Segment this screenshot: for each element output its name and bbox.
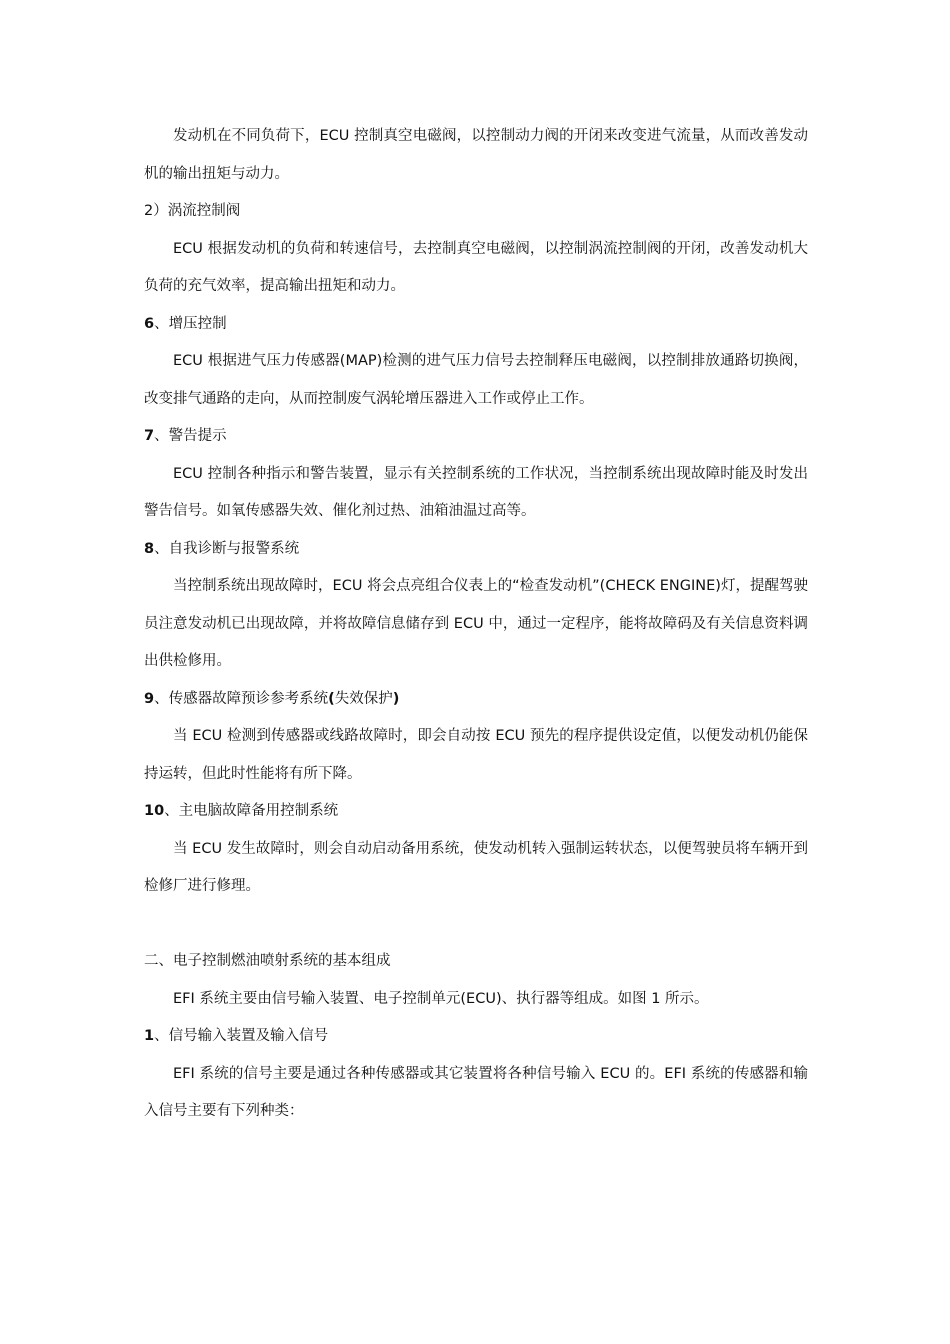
paragraph-fail-safe: 当 ECU 检测到传感器或线路故障时，即会自动按 ECU 预先的程序提供设定值，以便发动机仍能保持运转，但此时性能将有所下降。 [144,728,808,782]
heading-number: 10 [144,803,165,819]
paragraph-efi-composition: EFI 系统主要由信号输入装置、电子控制单元(ECU)、执行器等组成。如图 1 所示。 [173,990,709,1007]
paragraph-self-diagnosis: 当控制系统出现故障时，ECU 将会点亮组合仪表上的“检查发动机”(CHECK ENGINE)灯，提醒驾驶员注意发动机已出现故障，并将故障信息储存到 ECU 中，通过一定程序，能将故障码及有关信息资料调出供检修用。 [144,578,808,669]
heading-fail-safe [144,681,808,719]
heading-paren-open: ( [328,690,335,707]
paragraph-boost-control: ECU 根据进气压力传感器(MAP)检测的进气压力信号去控制释压电磁阀，以控制排放通路切换阀，改变排气通路的走向，从而控制废气涡轮增压器进入工作或停止工作。 [144,353,808,407]
heading-text: 、信号输入装置及输入信号 [154,1028,329,1044]
section-spacer [144,906,808,944]
heading-self-diagnosis [144,531,808,569]
heading-warning [144,418,808,456]
heading-text: 、传感器故障预诊参考系统 [154,690,329,707]
heading-text-fail-safe: 失效保护 [334,690,393,707]
paragraph-swirl-control: ECU 根据发动机的负荷和转速信号，去控制真空电磁阀，以控制涡流控制阀的开闭，改善发动机大负荷的充气效率，提高输出扭矩和动力。 [144,240,808,294]
heading-number: 7 [144,428,155,444]
paragraph-warning: ECU 控制各种指示和警告装置，显示有关控制系统的工作状况，当控制系统出现故障时能及时发出警告信号。如氧传感器失效、催化剂过热、油箱油温过高等。 [144,465,808,519]
heading-backup-system [144,793,808,831]
heading-boost-control [144,306,808,344]
heading-signal-input [144,1018,808,1056]
heading-number: 6 [144,315,155,332]
heading-text: 、主电脑故障备用控制系统 [164,803,339,819]
heading-text: 、警告提示 [154,428,227,444]
heading-paren-close: ) [392,690,400,707]
section-title-efi-composition: 二、电子控制燃油喷射系统的基本组成 [144,953,391,969]
heading-number: 8 [144,540,155,557]
heading-swirl-control-valve: 2）涡流控制阀 [144,203,241,219]
paragraph-signal-input: EFI 系统的信号主要是通过各种传感器或其它装置将各种信号输入 ECU 的。EFI 系统的传感器和输入信号主要有下列种类： [144,1065,808,1119]
heading-text: 、自我诊断与报警系统 [154,540,300,557]
heading-text: 、增压控制 [154,315,227,332]
paragraph-backup-system: 当 ECU 发生故障时，则会自动启动备用系统，使发动机转入强制运转状态，以便驾驶员将车辆开到检修厂进行修理。 [144,840,808,894]
document-page [144,118,808,1131]
paragraph-power-valve: 发动机在不同负荷下，ECU 控制真空电磁阀，以控制动力阀的开闭来改变进气流量，从而改善发动机的输出扭矩与动力。 [144,128,808,182]
heading-number: 1 [144,1028,155,1044]
heading-number: 9 [144,690,155,707]
